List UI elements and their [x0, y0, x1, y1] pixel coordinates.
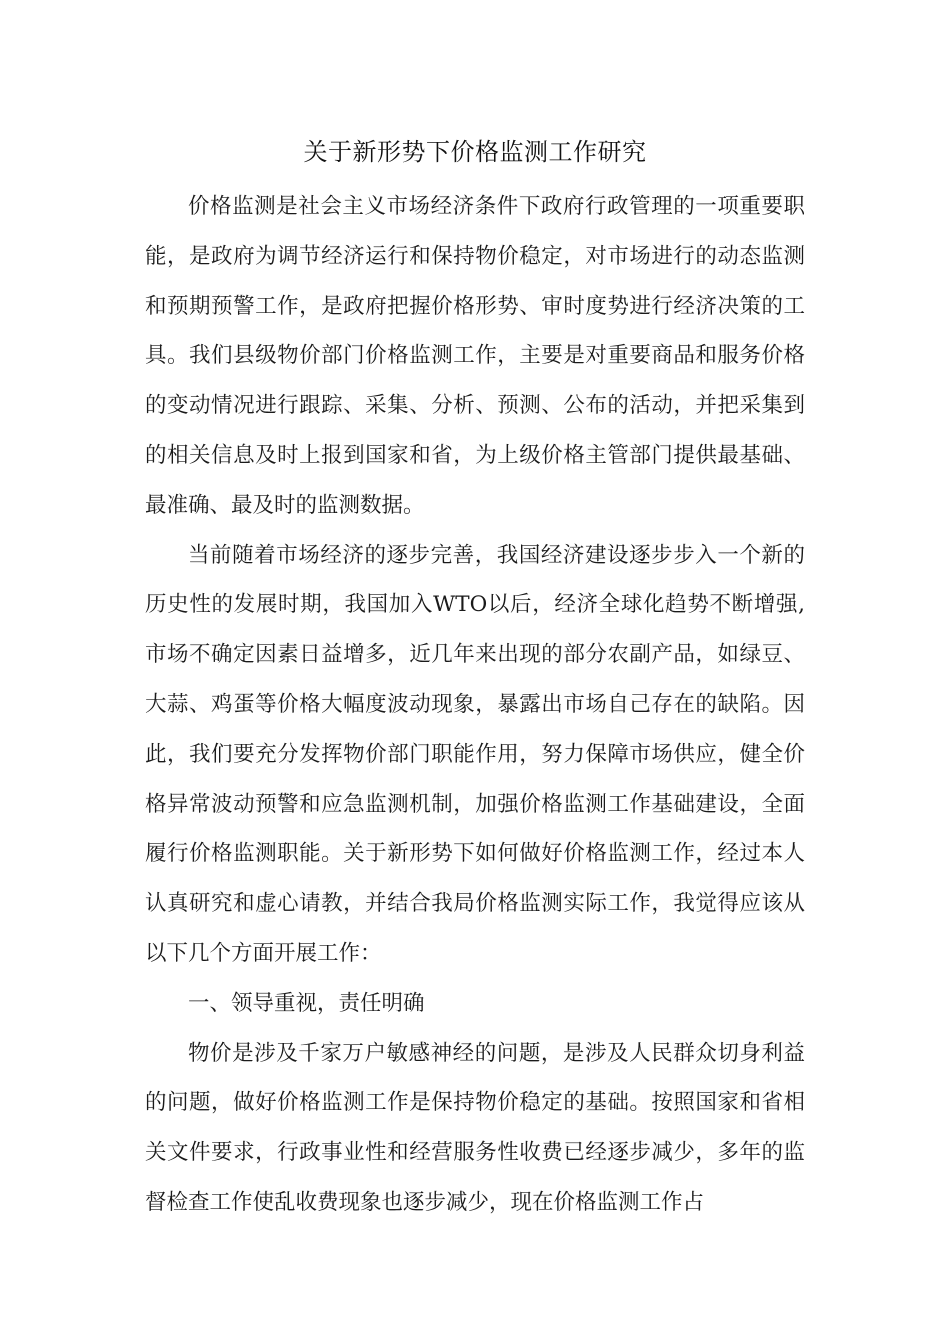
- section-heading-1: 一、领导重视，责任明确: [188, 990, 425, 1016]
- paragraph-section-1: 物价是涉及千家万户敏感神经的问题，是涉及人民群众切身利益的问题，做好价格监测工作是保持物价稳定的基础。按照国家和省相关文件要求，行政事业性和经营服务性收费已经逐步减少，多年的监督检查工作使乱收费现象也逐步减少，现在价格监测工作占: [145, 1040, 805, 1215]
- document-body: [145, 182, 805, 1228]
- paragraph-background: 当前随着市场经济的逐步完善，我国经济建设逐步步入一个新的历史性的发展时期，我国加入WTO以后，经济全球化趋势不断增强,市场不确定因素日益增多，近几年来出现的部分农副产品，如绿豆、大蒜、鸡蛋等价格大幅度波动现象，暴露出市场自己存在的缺陷。因此，我们要充分发挥物价部门职能作用，努力保障市场供应，健全价格异常波动预警和应急监测机制，加强价格监测工作基础建设，全面履行价格监测职能。关于新形势下如何做好价格监测工作，经过本人认真研究和虚心请教，并结合我局价格监测实际工作，我觉得应该从以下几个方面开展工作：: [145, 542, 805, 966]
- paragraph-intro: 价格监测是社会主义市场经济条件下政府行政管理的一项重要职能，是政府为调节经济运行和保持物价稳定，对市场进行的动态监测和预期预警工作，是政府把握价格形势、审时度势进行经济决策的工具。我们县级物价部门价格监测工作，主要是对重要商品和服务价格的变动情况进行跟踪、采集、分析、预测、公布的活动，并把采集到的相关信息及时上报到国家和省，为上级价格主管部门提供最基础、最准确、最及时的监测数据。: [145, 194, 805, 518]
- document-title: 关于新形势下价格监测工作研究: [303, 138, 647, 166]
